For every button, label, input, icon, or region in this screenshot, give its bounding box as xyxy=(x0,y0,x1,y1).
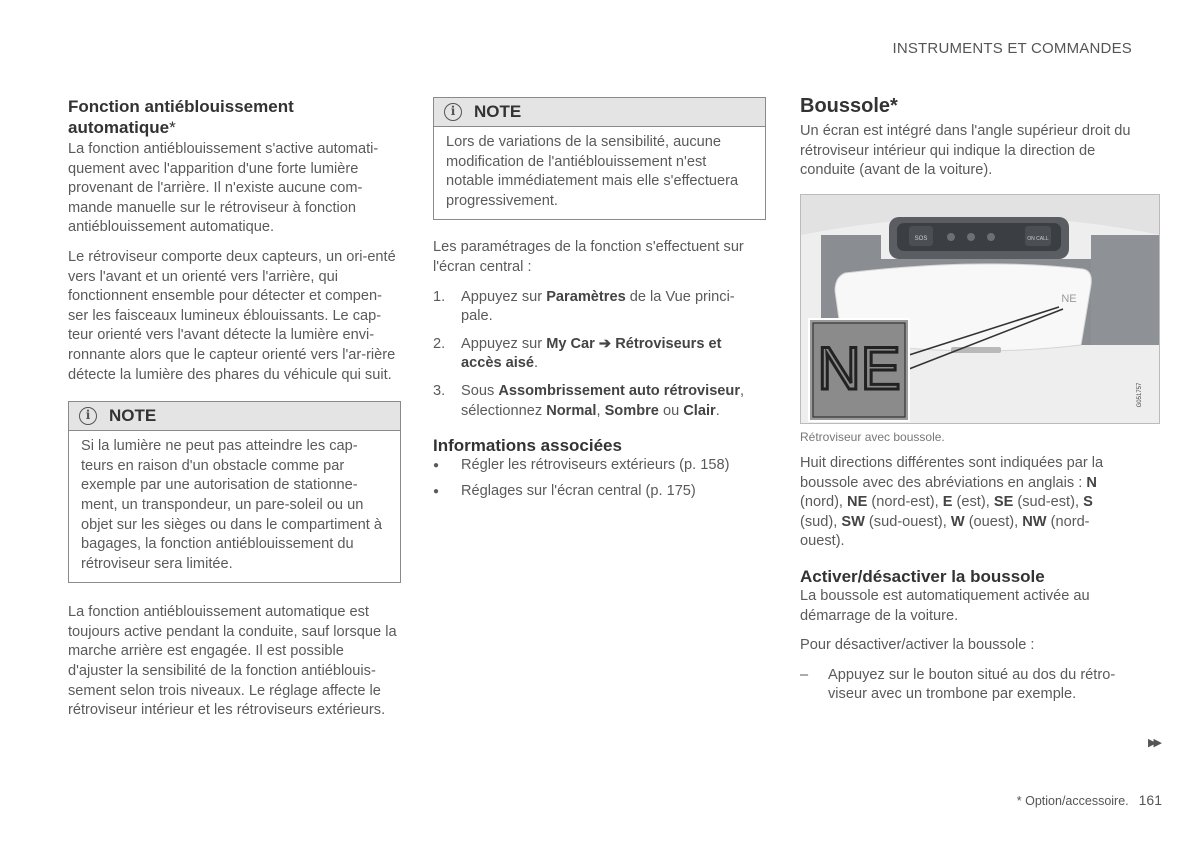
note-box xyxy=(433,97,766,220)
dash-icon: – xyxy=(800,666,809,683)
text: , sélectionnez xyxy=(461,382,745,419)
menu-term: Clair xyxy=(683,402,716,419)
menu-term: Sombre xyxy=(604,402,659,419)
heading-text: Fonction antiéblouissement automatique xyxy=(68,97,294,137)
direction-abbr: S xyxy=(1083,494,1093,511)
heading-antiglare xyxy=(68,96,401,138)
menu-term: Normal xyxy=(546,402,597,419)
column-right-lower xyxy=(800,454,1132,713)
text: Sous xyxy=(461,382,499,399)
menu-term: Paramètres xyxy=(546,288,626,305)
direction-abbr: NW xyxy=(1022,513,1047,530)
note-label: NOTE xyxy=(109,406,157,426)
paragraph: La fonction antiéblouissement automatique est toujours active pendant la conduite, sauf lorsque la marche arrière est engagée. Il est possible d'ajuster la sensibilité de la fonction antiéblouis-sement selon trois niveaux. Le réglage affecte le rétroviseur intérieur et les rétroviseurs extérieurs. xyxy=(68,604,397,719)
step-text xyxy=(461,382,766,421)
paragraph: Les paramétrages de la fonction s'effectuent sur l'écran central : xyxy=(433,239,744,275)
text: (sud-est), xyxy=(1013,494,1084,511)
note-label: NOTE xyxy=(474,102,522,122)
text: (nord-est), xyxy=(867,494,943,511)
paragraph: Un écran est intégré dans l'angle supérieur droit du rétroviseur intérieur qui indique la direction de conduite (avant de la voiture). xyxy=(800,123,1131,179)
text: (est), xyxy=(952,494,994,511)
step-number: 1. xyxy=(433,288,446,305)
direction-abbr: SW xyxy=(841,513,865,530)
related-heading: Informations associées xyxy=(433,436,622,456)
text: . xyxy=(715,402,720,419)
direction-abbr: SE xyxy=(993,494,1014,511)
paragraph: Le rétroviseur comporte deux capteurs, un ori-enté vers l'avant et un orienté vers l'arrière, qui fonctionnent ensemble pour détecter et compen-ser les faisceaux lumineux éblouissants. Le cap-teur orienté vers l'avant détecte la lumière envi-ronnante alors que le capteur orienté vers l'ar-rière détecte la lumière des phares du véhicule qui suit. xyxy=(68,248,396,383)
compass-display-large: NE xyxy=(817,335,901,402)
column-right xyxy=(800,94,1132,191)
text: , xyxy=(596,402,605,419)
note-text: Si la lumière ne peut pas atteindre les cap-teurs en raison d'un obstacle comme par exemple par une autorisation de stationne-ment, un transpondeur, un pare-soleil ou un objet sur les sièges ou dans le compartiment à bagages, la fonction antiéblouissement du rétroviseur sera limitée. xyxy=(81,438,382,572)
paragraph: La fonction antiéblouissement s'active automati-quement avec l'apparition d'une forte lumière provenant de l'arrière. Il n'existe aucune com-mande manuelle sur le rétroviseur à fonction antiéblouissement automatique. xyxy=(68,141,379,236)
footnote: * Option/accessoire. xyxy=(1016,794,1129,808)
menu-term: My Car xyxy=(546,335,595,352)
direction-abbr: W xyxy=(950,513,965,530)
bullet-icon: ● xyxy=(433,485,440,497)
text: (nord), xyxy=(800,494,848,511)
directions-paragraph xyxy=(800,454,1132,552)
compass-display-small: NE xyxy=(1061,293,1077,305)
note-header xyxy=(434,98,765,127)
mirror-illustration xyxy=(800,194,1160,424)
related-link[interactable]: Réglages sur l'écran central (p. 175) xyxy=(461,482,696,499)
info-icon: i xyxy=(79,407,97,425)
text: de la Vue princi-pale. xyxy=(461,288,735,325)
figure-caption: Rétroviseur avec boussole. xyxy=(800,430,945,444)
text: ou xyxy=(658,402,684,419)
list-item xyxy=(433,335,766,374)
list-item xyxy=(433,482,766,502)
page-number: 161 xyxy=(1138,792,1162,808)
step-number: 3. xyxy=(433,382,446,399)
list-item xyxy=(433,456,766,476)
paragraph: La boussole est automatiquement activée au démarrage de la voiture. xyxy=(800,587,1090,624)
arrow-icon: ➔ xyxy=(598,335,612,352)
text: (sud-ouest), xyxy=(864,513,951,530)
text: Appuyez sur xyxy=(461,288,547,305)
direction-abbr: E xyxy=(942,494,953,511)
option-mark: * xyxy=(169,118,176,137)
step-text xyxy=(461,288,766,327)
text: . xyxy=(534,355,539,372)
paragraph: Pour désactiver/activer la boussole : xyxy=(800,637,1035,654)
sos-button-label: SOS xyxy=(914,236,928,242)
text: (nord-ouest). xyxy=(800,513,1090,550)
subheading-toggle-compass: Activer/désactiver la boussole xyxy=(800,566,1045,586)
section-header: INSTRUMENTS ET COMMANDES xyxy=(892,40,1132,57)
note-box xyxy=(68,401,401,583)
step-text: Appuyez sur le bouton situé au dos du rétro-viseur avec un trombone par exemple. xyxy=(828,666,1116,703)
step-number: 2. xyxy=(433,335,446,352)
continue-arrows-icon: ▶▶ xyxy=(1148,737,1159,749)
text: (sud), xyxy=(800,513,842,530)
page-footer xyxy=(1017,792,1162,808)
text: Huit directions différentes sont indiquées par la boussole avec des abréviations en anglais : xyxy=(800,455,1104,491)
on-call-button-label: ON CALL xyxy=(1027,236,1049,242)
menu-term: Rétroviseurs et accès aisé xyxy=(461,335,722,372)
list-item xyxy=(433,382,766,421)
menu-term: Assombrissement auto rétroviseur xyxy=(498,382,741,399)
heading-compass: Boussole* xyxy=(800,95,898,117)
text: Appuyez sur xyxy=(461,335,547,352)
direction-abbr: NE xyxy=(847,494,868,511)
bullet-icon: ● xyxy=(433,460,440,472)
column-left xyxy=(68,96,401,731)
steps-list xyxy=(433,288,766,422)
note-text: Lors de variations de la sensibilité, aucune modification de l'antiéblouissement n'est notable immédiatement mais elle s'effectuera progressivement. xyxy=(446,134,739,209)
related-link[interactable]: Régler les rétroviseurs extérieurs (p. 158) xyxy=(461,457,730,474)
column-middle xyxy=(433,97,766,509)
info-icon: i xyxy=(444,103,462,121)
list-item xyxy=(433,288,766,327)
direction-abbr: N xyxy=(1086,474,1097,491)
list-item xyxy=(800,666,1132,705)
mirror-drawing xyxy=(801,195,1160,424)
related-list xyxy=(433,456,766,501)
step-text xyxy=(461,335,766,374)
note-header xyxy=(69,402,400,431)
text: (ouest), xyxy=(964,513,1023,530)
figure-code: G051757 xyxy=(1137,382,1143,408)
